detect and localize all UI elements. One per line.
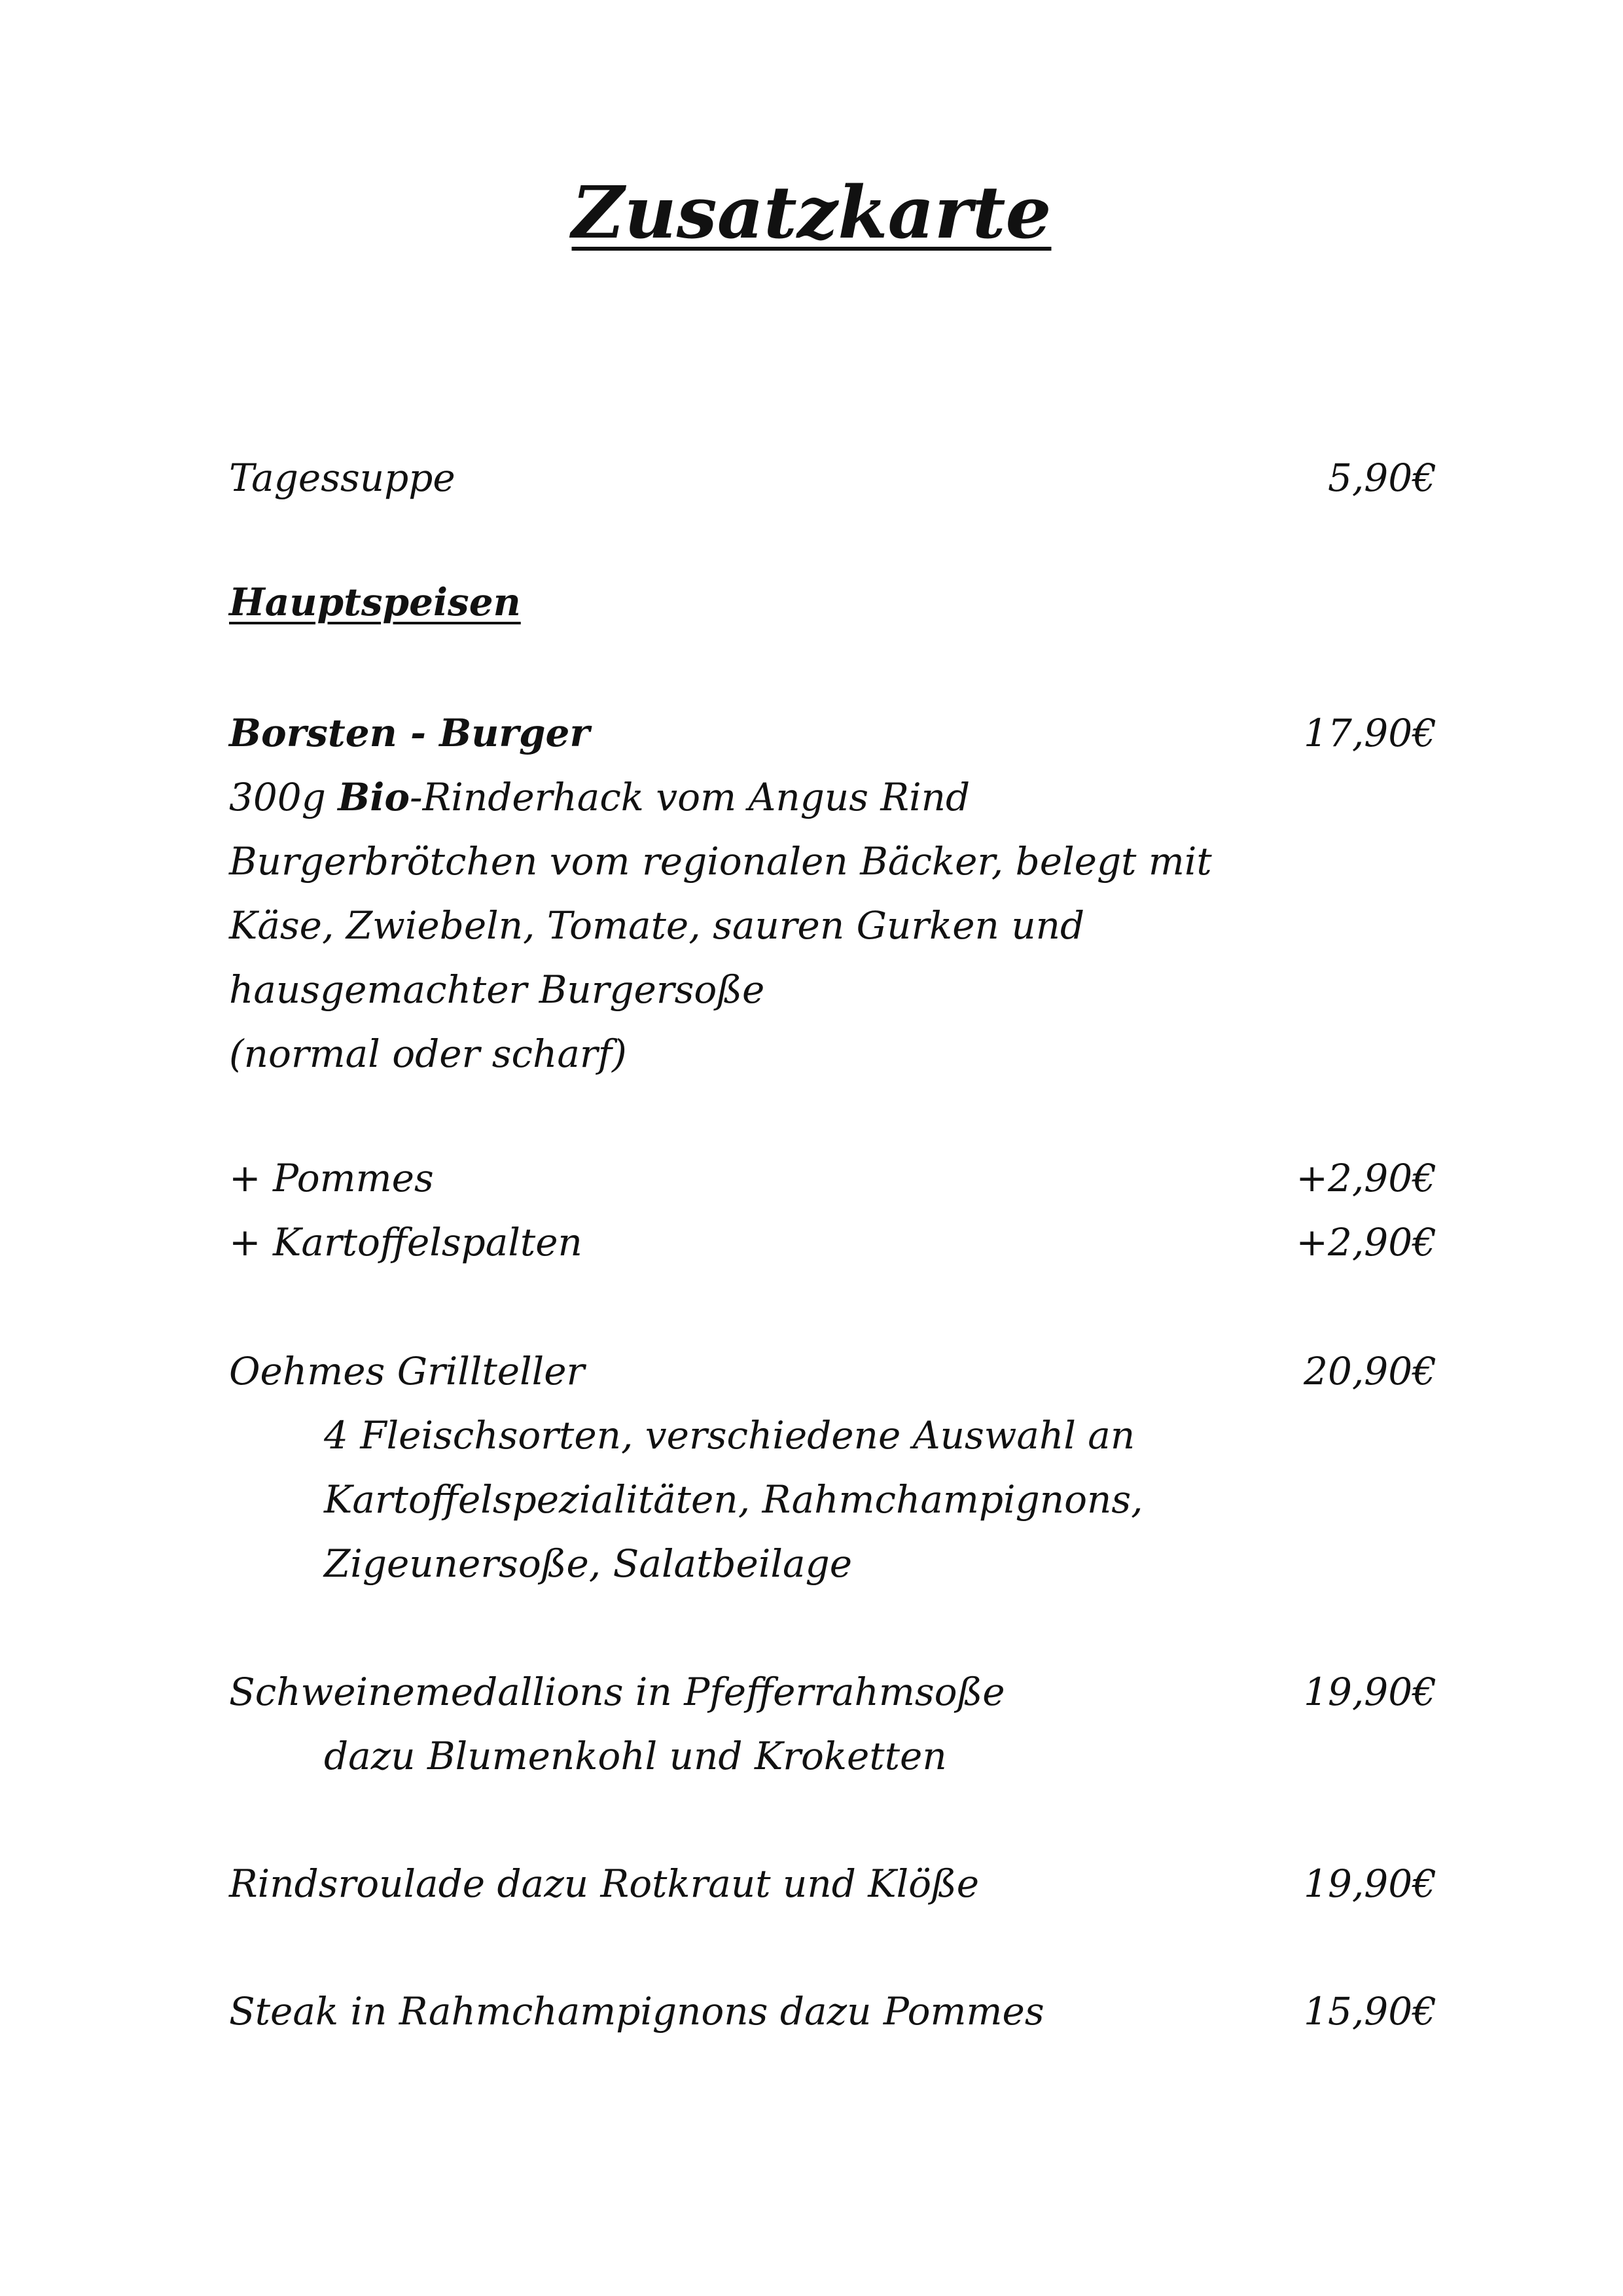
grill-price: 20,90€ (1304, 1349, 1436, 1393)
grill-desc-line1: 4 Fleischsorten, verschiedene Auswahl an (324, 1413, 1135, 1458)
grill-name: Oehmes Grillteller (229, 1349, 585, 1393)
burger-desc-line5: (normal oder scharf) (229, 1031, 627, 1076)
burger-desc-line4: hausgemachter Burgersoße (229, 967, 765, 1012)
page-title (0, 167, 1623, 259)
page-title-text: Zusatzkarte (571, 170, 1052, 255)
extra-kartoffelspalten-name: + Kartoffelspalten (229, 1220, 582, 1265)
steak-name: Steak in Rahmchampignons dazu Pommes (229, 1989, 1044, 2034)
section-heading: Hauptspeisen (229, 580, 521, 624)
burger-desc-suffix: -Rinderhack vom Angus Rind (410, 775, 971, 819)
soup-name: Tagessuppe (229, 456, 455, 500)
extra-pommes-name: + Pommes (229, 1156, 434, 1200)
burger-desc-prefix: 300g (229, 775, 338, 819)
grill-desc-line3: Zigeunersoße, Salatbeilage (324, 1541, 853, 1586)
burger-desc-line3: Käse, Zwiebeln, Tomate, sauren Gurken und (229, 903, 1085, 948)
extra-kartoffelspalten-price: +2,90€ (1296, 1220, 1436, 1265)
steak-price: 15,90€ (1304, 1989, 1436, 2034)
burger-desc-line2: Burgerbrötchen vom regionalen Bäcker, belegt mit (229, 839, 1212, 884)
burger-price: 17,90€ (1304, 711, 1436, 755)
medaillons-name: Schweinemedallions in Pfefferrahmsoße (229, 1670, 1005, 1714)
roulade-name: Rindsroulade dazu Rotkraut und Klöße (229, 1861, 980, 1906)
medaillons-price: 19,90€ (1304, 1670, 1436, 1714)
grill-desc-line2: Kartoffelspezialitäten, Rahmchampignons, (324, 1477, 1143, 1522)
burger-desc-line1 (229, 771, 970, 823)
roulade-price: 19,90€ (1304, 1861, 1436, 1906)
extra-pommes-price: +2,90€ (1296, 1156, 1436, 1200)
burger-name: Borsten - Burger (229, 711, 590, 755)
soup-price: 5,90€ (1327, 456, 1436, 500)
medaillons-desc-line1: dazu Blumenkohl und Kroketten (324, 1734, 947, 1778)
burger-desc-bio: Bio (338, 775, 410, 819)
